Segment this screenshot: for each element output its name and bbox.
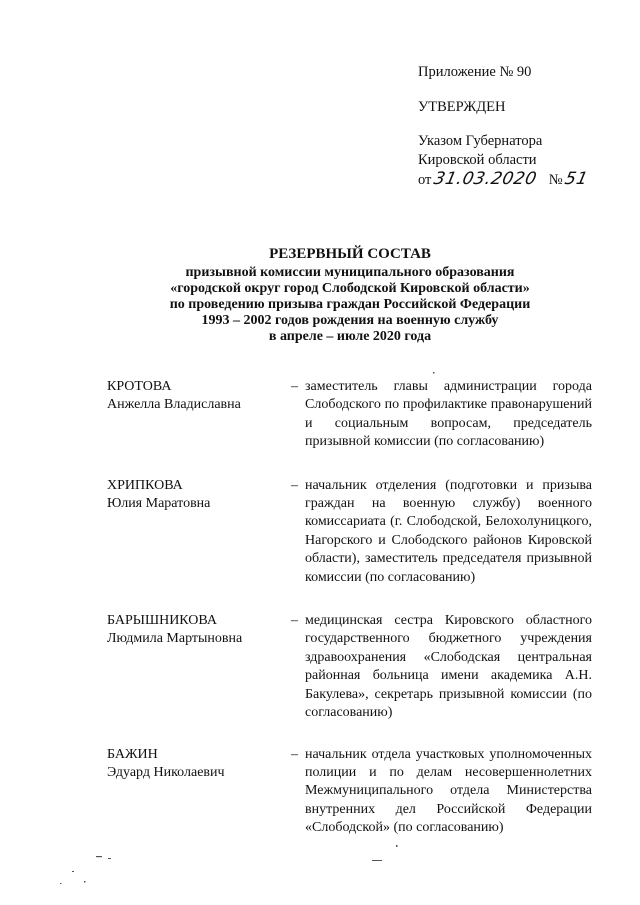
member-dash: – xyxy=(291,379,298,394)
member-role: начальник отдела участковых уполномоченных полиции и по делам несовершеннолетних Межмуниципального отдела Министерства внутренних дел Российской Федерации «Слободской» (по согласованию) xyxy=(305,746,592,836)
approved-label: УТВЕРЖДЕН xyxy=(418,99,506,115)
member-role: заместитель главы администрации города Слободского по профилактике правонарушений и социальным вопросам, председатель призывной комиссии (по согласованию) xyxy=(305,379,592,450)
title-line-3: по проведению призыва граждан Российской Федерации xyxy=(169,297,531,312)
title-line-1: призывной комиссии муниципального образования xyxy=(185,265,515,280)
member-entry xyxy=(107,612,592,722)
member-entry xyxy=(107,378,592,452)
member-name xyxy=(107,477,277,514)
approval-stamp-block xyxy=(418,63,590,190)
member-dash: – xyxy=(291,477,298,493)
number-label: № xyxy=(548,172,563,188)
member-given-names: Людмила Мартыновна xyxy=(107,631,243,647)
member-surname: ХРИПКОВА xyxy=(107,477,183,493)
document-title: РЕЗЕРВНЫЙ СОСТАВ xyxy=(269,246,431,262)
handwritten-date: 31.03.2020 xyxy=(432,169,539,189)
member-given-names: Эдуард Николаевич xyxy=(107,764,225,780)
decree-line-1: Указом Губернатора xyxy=(418,133,543,149)
member-name xyxy=(107,378,277,415)
decree-date-line xyxy=(418,169,590,190)
member-surname: КРОТОВА xyxy=(107,379,172,394)
member-role: начальник отделения (подготовки и призыва граждан на военную службу) военного комиссариата (г. Слободской, Белохолуницкого, Нагорского и Слободского районов Кировской области), заместитель председателя призывной комиссии (по согласованию) xyxy=(305,477,592,585)
decree-line-2: Кировской области xyxy=(418,152,537,168)
appendix-number: Приложение № 90 xyxy=(418,64,532,80)
member-surname: БАЖИН xyxy=(107,746,158,762)
member-given-names: Анжелла Владиславна xyxy=(107,397,241,413)
member-given-names: Юлия Маратовна xyxy=(107,496,211,512)
member-entry xyxy=(107,477,592,587)
title-line-2: «городской округ город Слободской Кировской области» xyxy=(170,281,530,296)
member-name xyxy=(107,746,277,783)
members-list xyxy=(107,378,592,838)
title-line-4: 1993 – 2002 годов рождения на военную службу xyxy=(201,313,499,328)
title-line-5: в апреле – июле 2020 года xyxy=(268,329,432,344)
member-surname: БАРЫШНИКОВА xyxy=(107,613,217,629)
document-title-block xyxy=(90,246,610,345)
member-name xyxy=(107,612,277,649)
member-dash: – xyxy=(291,746,298,762)
member-role: медицинская сестра Кировского областного государственного бюджетного учреждения здравоохранения «Слободская центральная районная больница имени академика А.Н. Бакулева», секретарь призывной комиссии (по согласованию) xyxy=(305,613,592,721)
member-entry xyxy=(107,746,592,838)
from-label: от xyxy=(418,172,432,188)
member-dash: – xyxy=(291,613,298,629)
handwritten-number: 51 xyxy=(562,169,590,189)
